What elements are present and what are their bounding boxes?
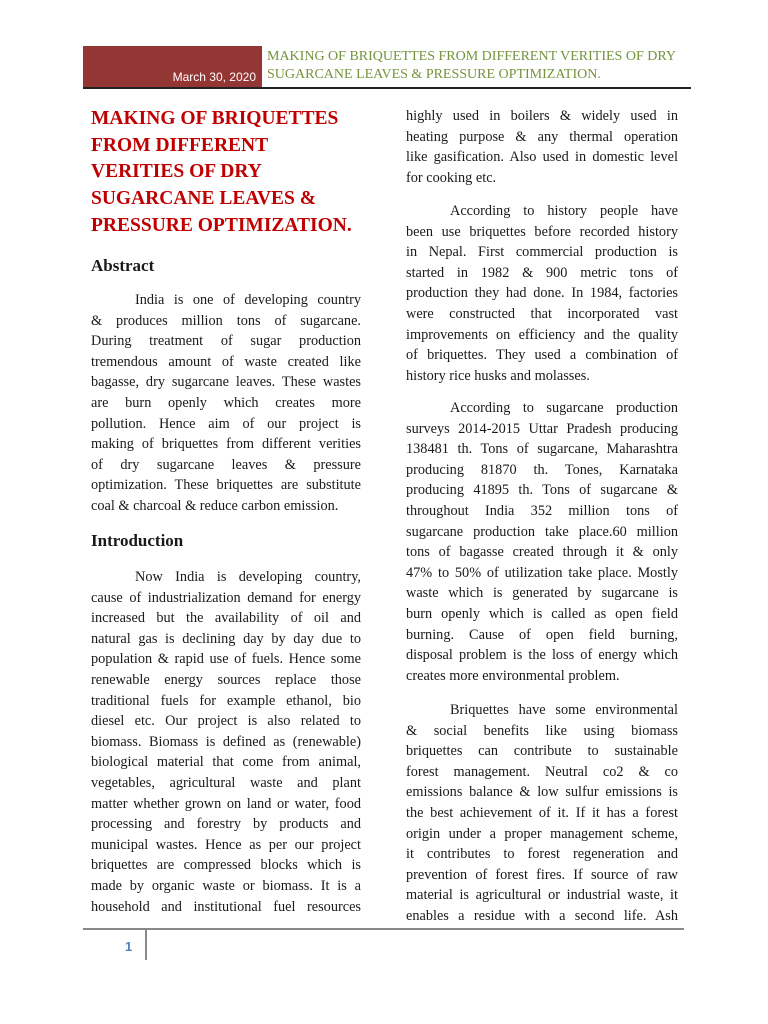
running-title-line: SUGARCANE LEAVES & PRESSURE OPTIMIZATION. [267,67,601,82]
text-line: natural gas is declining day by day due to [91,630,361,647]
text-line: making of briquettes from different verities [91,436,361,453]
text-line: biomass. Biomass is defined as (renewable) [91,733,361,750]
header-date-box [83,46,262,88]
text-line: for cooking etc. [406,169,497,186]
text-line: According to sugarcane production [450,400,678,416]
abstract-paragraph [91,290,361,517]
text-line: surveys 2014-2015 Uttar Pradesh producing [406,420,678,437]
text-line: started in 1982 & 900 metric tons of [406,264,678,281]
title-line: SUGARCANE LEAVES & [91,188,317,210]
text-line: like gasification. Also used in domestic level [406,149,678,166]
text-line: burn openly which is called as open field [406,605,678,622]
text-line: been use briquettes before recorded history [406,223,678,240]
text-line: briquettes can contribute to sustainable [406,743,678,760]
text-line: production they had done. In 1984, factories [406,285,678,302]
text-line: forest management. Neutral co2 & co [406,763,678,780]
text-line: briquettes are compressed blocks which is [91,857,361,874]
text-line: India is one of developing country [135,292,361,308]
text-line: optimization. These briquettes are substitute [91,477,361,494]
text-line: 138481 th. Tons of sugarcane, Maharashtra [406,441,678,458]
text-line: the best achievement of it. If it has a forest [406,804,678,821]
text-line: material is agricultural or industrial waste, it [406,887,678,904]
text-line: creates more environmental problem. [406,667,620,684]
text-line: & social benefits like using biomass [406,722,678,739]
introduction-heading: Introduction [91,531,184,550]
text-line: disposal problem is the loss of energy which [406,647,678,664]
text-line: were constructed that incorporated vast [406,305,678,322]
header-divider [83,87,691,89]
footer-vertical-divider [145,929,147,960]
text-line: traditional fuels for example ethanol, bio [91,692,361,709]
header-date: March 30, 2020 [172,70,256,84]
text-line: & produces million tons of sugarcane. [91,312,361,329]
text-line: diesel etc. Our project is also related to [91,713,361,730]
text-line: During treatment of sugar production [91,333,361,350]
title-line: VERITIES OF DRY [91,161,262,183]
text-line: producing 81870 th. Tones, Karnataka [406,461,678,478]
text-line: origin under a proper management scheme, [406,825,678,842]
text-line: in Nepal. First commercial production is [406,244,678,261]
right-paragraph-4 [406,700,678,927]
text-line: of briquettes. They used a combination of [406,347,678,364]
text-line: enables a residue with a second life. Ash [406,907,678,924]
text-line: made by organic waste or biomass. It is a [91,877,361,894]
footer-divider [83,928,684,930]
right-paragraph-1 [406,106,678,188]
text-line: matter whether grown on land or water, food [91,795,361,812]
running-title-line: MAKING OF BRIQUETTES FROM DIFFERENT VERITIES OF DRY [267,49,677,64]
text-line: emissions balance & low sulfur emissions is [406,784,678,801]
page-number: 1 [125,939,133,954]
text-line: highly used in boilers & widely used in [406,108,678,124]
text-line: history rice husks and molasses. [406,367,590,384]
text-line: tons of bagasse created through it & only [406,544,678,561]
title-line: FROM DIFFERENT [91,134,269,156]
text-line: bagasse, dry sugarcane leaves. These wastes [91,374,361,391]
title-line: PRESSURE OPTIMIZATION. [91,214,352,236]
paper-title [91,106,352,240]
text-line: population & rapid use of fuels. Hence some [91,651,361,668]
text-line: producing 41895 th. Tons of sugarcane & [406,482,678,499]
text-line: tremendous amount of waste created like [91,353,361,370]
text-line: According to history people have [450,203,678,219]
text-line: improvements on efficiency and the quality [406,326,678,343]
right-paragraph-3 [406,398,678,686]
running-title [267,48,676,84]
text-line: municipal wastes. Hence as per our project [91,836,361,853]
text-line: 47% to 50% of utilization take place. Mostly [406,564,678,581]
text-line: heating purpose & any thermal operation [406,128,678,145]
text-line: coal & charcoal & reduce carbon emission. [91,497,339,514]
text-line: waste which is generated by sugarcane is [406,585,678,602]
right-paragraph-2 [406,201,678,386]
text-line: are burn openly which creates more [91,394,361,411]
text-line: vegetables, agricultural waste and plant [91,774,361,791]
title-line: MAKING OF BRIQUETTES [91,108,339,129]
text-line: household and institutional fuel resources [91,898,361,915]
abstract-heading: Abstract [91,256,155,275]
text-line: of dry sugarcane leaves & pressure [91,456,361,473]
text-line: throughout India 352 million tons of [406,502,678,519]
text-line: processing and forestry by products and [91,816,361,833]
text-line: it contributes to forest regeneration and [406,846,678,863]
text-line: sugarcane production take place.60 million [406,523,678,540]
text-line: Briquettes have some environmental [450,702,678,718]
text-line: prevention of forest fires. If source of raw [406,866,678,883]
text-line: biological material that come from animal, [91,754,361,771]
text-line: increased but the availability of oil and [91,610,361,627]
text-line: pollution. Hence aim of our project is [91,415,361,432]
text-line: renewable energy sources replace those [91,671,361,688]
text-line: burning. Cause of open field burning, [406,626,678,643]
text-line: cause of industrialization demand for energy [91,589,361,606]
text-line: Now India is developing country, [135,569,361,585]
introduction-paragraph [91,567,361,917]
